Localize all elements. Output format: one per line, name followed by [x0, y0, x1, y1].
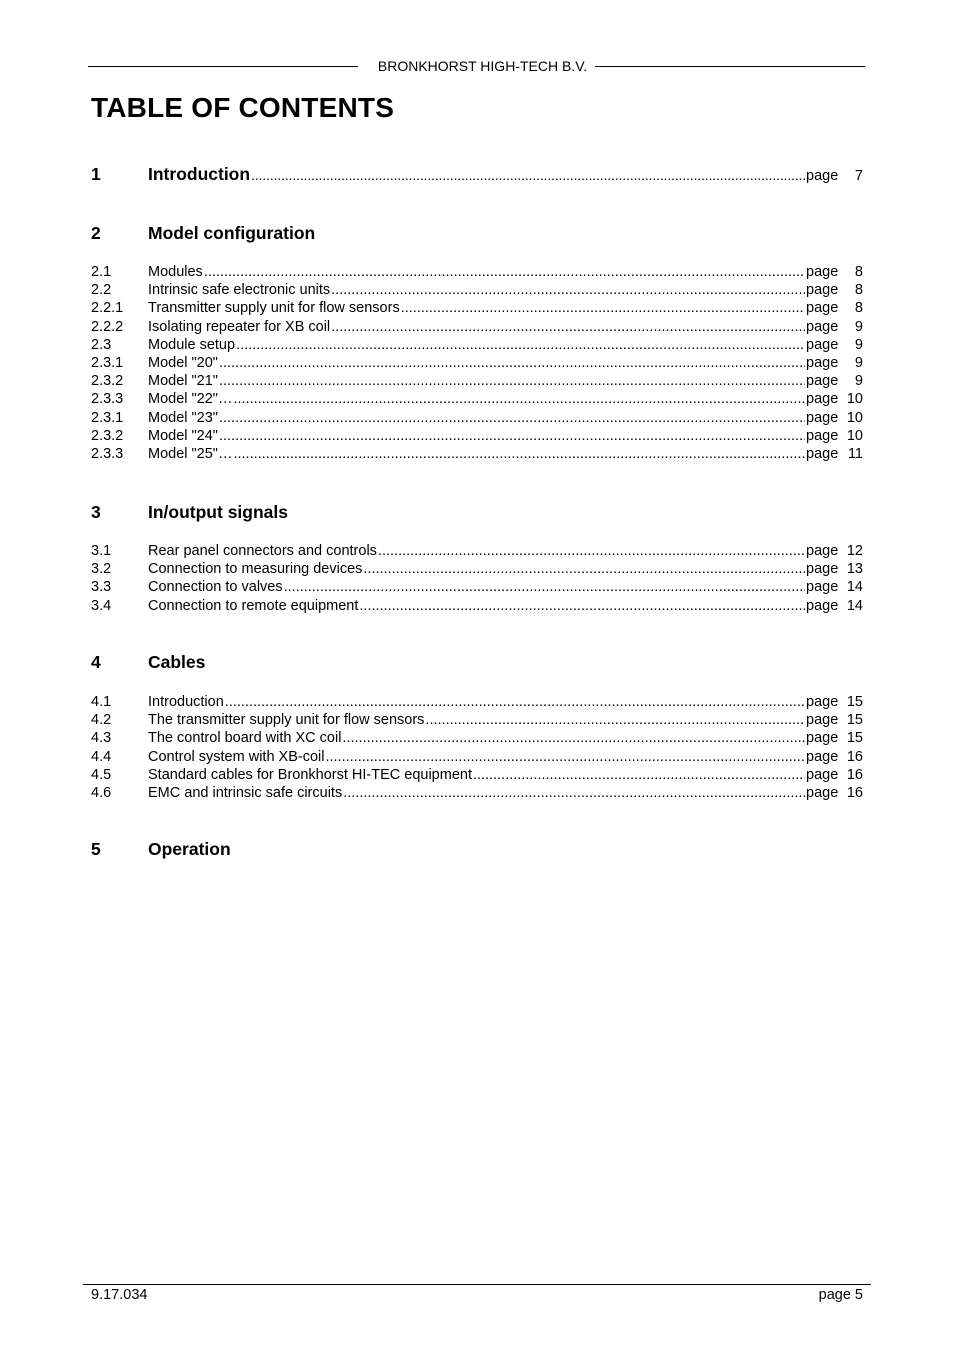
entry-number: 2.3.1: [91, 409, 124, 426]
entry-number: 2.3.3: [91, 445, 124, 462]
page-ref: page 10: [806, 427, 863, 444]
toc-entry[interactable]: [91, 427, 863, 445]
toc-entry[interactable]: [91, 766, 863, 784]
dot-leader: [359, 597, 805, 615]
entry-title: Isolating repeater for XB coil: [148, 318, 331, 335]
entry-title: Standard cables for Bronkhorst HI-TEC equipment: [148, 766, 472, 783]
dot-leader: [425, 711, 805, 729]
toc-entry[interactable]: [91, 578, 863, 596]
page-ref: page 10: [806, 409, 863, 426]
entry-title: Model "21": [148, 373, 218, 390]
toc-entry[interactable]: [91, 409, 863, 427]
section-items: [91, 542, 863, 615]
page-ref: page 13: [806, 561, 863, 578]
toc-entry[interactable]: [91, 729, 863, 747]
entry-title: Transmitter supply unit for flow sensors: [148, 300, 400, 317]
page-ref: page 12: [806, 543, 863, 559]
entry-title: Connection to measuring devices: [148, 561, 363, 578]
section-number: 1: [91, 164, 101, 184]
dot-leader: [331, 318, 805, 336]
toc-entry[interactable]: [91, 354, 863, 372]
entry-number: 2.3.1: [91, 354, 124, 371]
dot-leader: [325, 748, 805, 766]
entry-title: Model "23": [148, 409, 218, 426]
page-ref: page 14: [806, 579, 863, 596]
page-title: TABLE OF CONTENTS: [91, 92, 395, 123]
section-heading[interactable]: [91, 839, 863, 861]
page-ref: page 9: [806, 354, 863, 371]
toc-section: [91, 839, 863, 861]
dot-leader: [219, 427, 805, 445]
toc-section: [91, 502, 863, 615]
document-number: 9.17.034: [91, 1287, 148, 1303]
entry-title: Model "24": [148, 427, 218, 444]
entry-number: 2.3: [91, 336, 112, 353]
entry-number: 2.1: [91, 264, 112, 280]
section-items: [91, 693, 863, 802]
entry-number: 4.4: [91, 748, 112, 765]
toc-section: [91, 223, 863, 463]
toc-entry[interactable]: [91, 390, 863, 408]
section-title: Operation: [148, 839, 231, 859]
entry-title: Model "22"…: [148, 391, 233, 408]
page-footer: [83, 1284, 871, 1303]
entry-title: Model "25"…: [148, 445, 233, 462]
entry-title: Modules: [148, 264, 203, 280]
entry-number: 2.3.3: [91, 391, 124, 408]
page-ref: page 16: [806, 766, 863, 783]
section-number: 3: [91, 502, 101, 522]
entry-title: The control board with XC coil: [148, 730, 342, 747]
page-ref: page 15: [806, 694, 863, 710]
entry-number: 2.2.1: [91, 300, 124, 317]
entry-number: 4.1: [91, 694, 112, 710]
page-ref: page 14: [806, 597, 863, 614]
entry-number: 2.2.2: [91, 318, 124, 335]
section-number: 2: [91, 223, 101, 243]
entry-title: Intrinsic safe electronic units: [148, 282, 331, 299]
toc-entry[interactable]: [91, 281, 863, 299]
dot-leader: [233, 390, 805, 408]
dot-leader: [331, 281, 805, 299]
dot-leader: [473, 766, 805, 784]
page-ref: page 16: [806, 748, 863, 765]
entry-number: 3.1: [91, 543, 112, 559]
dot-leader: [219, 372, 805, 390]
entry-number: 2.3.2: [91, 373, 124, 390]
toc-entry[interactable]: [91, 372, 863, 390]
page-ref: page 16: [806, 784, 863, 801]
page-ref: page 15: [806, 730, 863, 747]
toc-entry[interactable]: [91, 693, 863, 711]
toc-entry[interactable]: [91, 542, 863, 560]
entry-number: 4.3: [91, 730, 112, 747]
page-header: [88, 56, 865, 76]
entry-number: 3.2: [91, 561, 112, 578]
entry-number: 4.2: [91, 712, 112, 729]
toc-entry[interactable]: [91, 445, 863, 463]
toc-entry[interactable]: [91, 318, 863, 336]
entry-number: 2.3.2: [91, 427, 124, 444]
dot-leader: [219, 409, 805, 427]
dot-leader: [225, 693, 805, 711]
section-title: Introduction: [148, 164, 251, 184]
toc-entry[interactable]: [91, 711, 863, 729]
entry-title: Module setup: [148, 336, 236, 353]
page-number: page 5: [818, 1287, 863, 1303]
entry-title: Rear panel connectors and controls: [148, 543, 377, 559]
toc-entry[interactable]: [91, 784, 863, 802]
page-ref: page 15: [806, 712, 863, 729]
page-ref: page 7: [806, 168, 863, 184]
dot-leader: [219, 354, 805, 372]
section-title: Model configuration: [148, 223, 316, 243]
entry-title: Connection to remote equipment: [148, 597, 359, 614]
entry-title: Control system with XB-coil: [148, 748, 325, 765]
page-ref: page 9: [806, 318, 863, 335]
section-heading[interactable]: [91, 164, 863, 186]
dot-leader: [204, 263, 805, 281]
entry-number: 2.2: [91, 282, 112, 299]
section-title: In/output signals: [148, 502, 288, 522]
section-heading[interactable]: [91, 652, 863, 674]
entry-number: 4.5: [91, 766, 112, 783]
toc-entry[interactable]: [91, 560, 863, 578]
dot-leader: [233, 445, 805, 463]
entry-number: 4.6: [91, 784, 112, 801]
section-number: 5: [91, 839, 101, 859]
toc-entry[interactable]: [91, 597, 863, 615]
header-rule-right: [595, 66, 865, 67]
entry-number: 3.4: [91, 597, 112, 614]
toc-entry[interactable]: [91, 336, 863, 354]
toc-section: [91, 164, 863, 186]
toc-entry[interactable]: [91, 263, 863, 281]
dot-leader: [401, 299, 805, 317]
toc-entry[interactable]: [91, 748, 863, 766]
page-ref: page 9: [806, 373, 863, 390]
page-ref: page 8: [806, 300, 863, 317]
section-items: [91, 263, 863, 463]
entry-title: Introduction: [148, 694, 224, 710]
section-number: 4: [91, 652, 101, 672]
toc-section: [91, 652, 863, 802]
entry-number: 3.3: [91, 579, 112, 596]
toc-entry[interactable]: [91, 299, 863, 317]
dot-leader: [284, 578, 805, 596]
dot-leader: [343, 784, 805, 802]
dot-leader: [251, 168, 805, 183]
header-rule-left: [88, 66, 358, 67]
page-ref: page 8: [806, 264, 863, 280]
page-ref: page 9: [806, 336, 863, 353]
page-ref: page 8: [806, 282, 863, 299]
dot-leader: [378, 542, 805, 560]
section-heading[interactable]: [91, 223, 863, 245]
entry-title: Model "20": [148, 354, 218, 371]
dot-leader: [342, 729, 805, 747]
entry-title: Connection to valves: [148, 579, 283, 596]
company-name: BRONKHORST HIGH-TECH B.V.: [377, 58, 588, 74]
dot-leader: [236, 336, 805, 354]
dot-leader: [363, 560, 805, 578]
section-heading[interactable]: [91, 502, 863, 524]
page-ref: page 11: [806, 445, 863, 462]
entry-title: The transmitter supply unit for flow sensors: [148, 712, 425, 729]
section-title: Cables: [148, 652, 206, 672]
entry-title: EMC and intrinsic safe circuits: [148, 784, 343, 801]
page-ref: page 10: [806, 391, 863, 408]
